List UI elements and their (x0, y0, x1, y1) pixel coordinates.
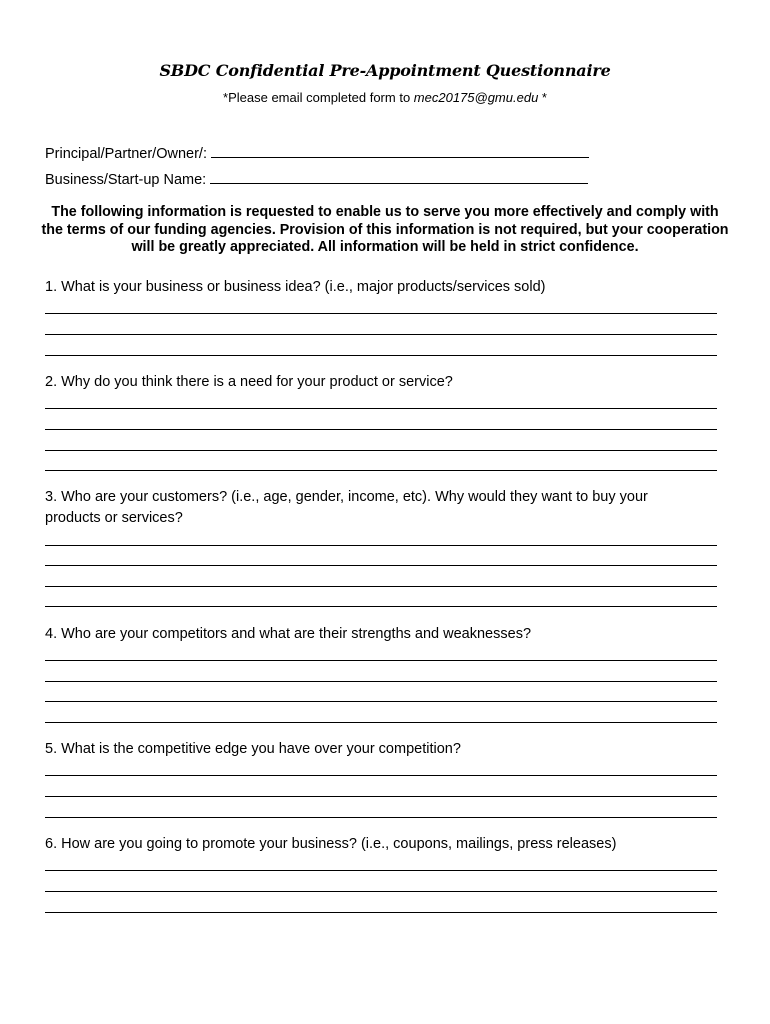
answer-line-q1-2[interactable] (45, 334, 717, 335)
subtitle-prefix: *Please email completed form to (223, 90, 414, 105)
answer-line-q5-3[interactable] (45, 817, 717, 818)
form-subtitle (0, 90, 770, 105)
answer-line-q1-1[interactable] (45, 313, 717, 314)
answer-line-q1-3[interactable] (45, 355, 717, 356)
business-name-label: Business/Start-up Name: (45, 172, 207, 188)
principal-field (45, 142, 589, 162)
confidentiality-notice: The following information is requested to enable us to serve you more effectively and comply with the terms of our funding agencies. Provision of this information is not required, but your cooperation will be greatly appreciated. All information will be held in strict confidence. (41, 204, 729, 255)
business-name-field (45, 168, 588, 188)
question-3: 3. Who are your customers? (i.e., age, gender, income, etc). Why would they want to buy your products or services? (45, 489, 648, 526)
subtitle-suffix: * (538, 90, 547, 105)
answer-line-q2-1[interactable] (45, 408, 717, 409)
answer-line-q6-2[interactable] (45, 891, 717, 892)
answer-line-q5-1[interactable] (45, 775, 717, 776)
question-4: 4. Who are your competitors and what are their strengths and weaknesses? (45, 626, 532, 642)
principal-label: Principal/Partner/Owner/: (45, 146, 207, 162)
principal-input-line[interactable] (211, 142, 589, 158)
answer-line-q6-1[interactable] (45, 870, 717, 871)
answer-line-q4-4[interactable] (45, 722, 717, 723)
question-5: 5. What is the competitive edge you have over your competition? (45, 741, 461, 757)
answer-line-q3-4[interactable] (45, 606, 717, 607)
form-title: SBDC Confidential Pre-Appointment Questionnaire (159, 61, 611, 80)
answer-line-q2-4[interactable] (45, 470, 717, 471)
question-2: 2. Why do you think there is a need for your product or service? (45, 374, 453, 390)
answer-line-q4-3[interactable] (45, 701, 717, 702)
question-1: 1. What is your business or business idea? (i.e., major products/services sold) (45, 279, 546, 295)
contact-email: mec20175@gmu.edu (413, 90, 539, 105)
answer-line-q6-3[interactable] (45, 912, 717, 913)
answer-line-q2-3[interactable] (45, 450, 717, 451)
answer-line-q4-2[interactable] (45, 681, 717, 682)
answer-line-q2-2[interactable] (45, 429, 717, 430)
question-6: 6. How are you going to promote your business? (i.e., coupons, mailings, press releases) (45, 836, 617, 852)
business-name-input-line[interactable] (210, 168, 588, 184)
answer-line-q3-1[interactable] (45, 545, 717, 546)
answer-line-q5-2[interactable] (45, 796, 717, 797)
answer-line-q3-2[interactable] (45, 565, 717, 566)
answer-line-q3-3[interactable] (45, 586, 717, 587)
answer-line-q4-1[interactable] (45, 660, 717, 661)
